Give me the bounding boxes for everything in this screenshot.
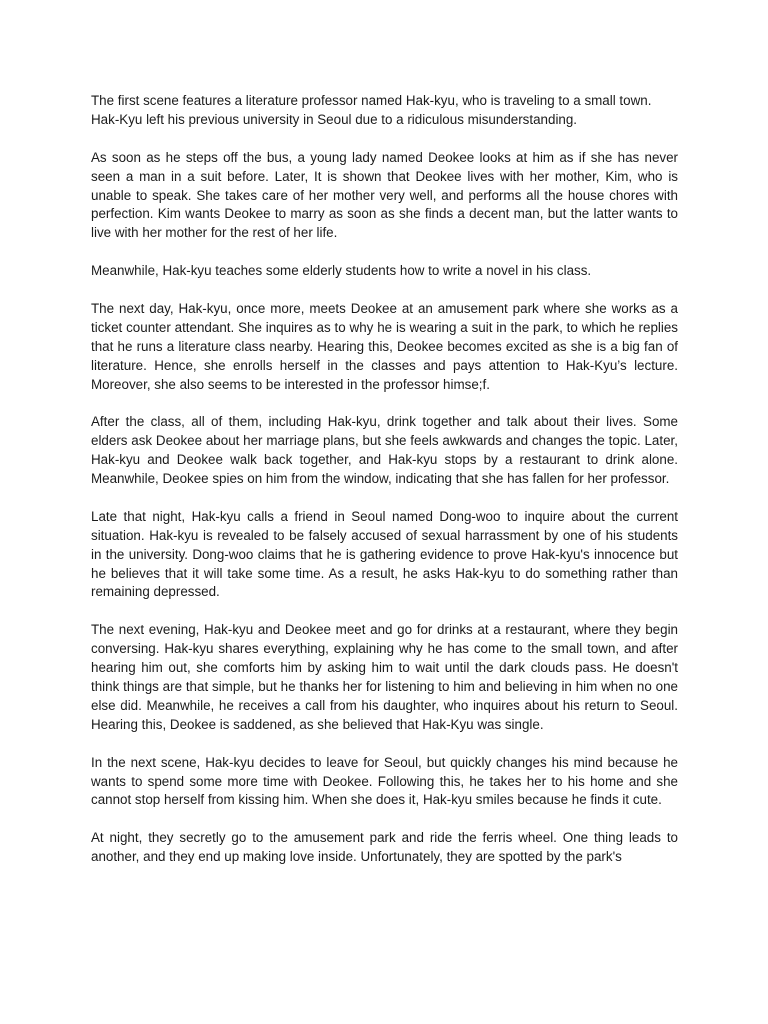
document-body	[91, 92, 678, 886]
paragraph-8: In the next scene, Hak-kyu decides to leave for Seoul, but quickly changes his mind because he wants to spend some more time with Deokee. Following this, he takes her to his home and she cannot stop herself from kissing him. When she does it, Hak-kyu smiles because he finds it cute.	[91, 754, 678, 808]
paragraph-3: Meanwhile, Hak-kyu teaches some elderly students how to write a novel in his class.	[91, 263, 592, 279]
paragraph-5: After the class, all of them, including Hak-kyu, drink together and talk about their lives. Some elders ask Deokee about her marriage plans, but she feels awkwards and changes the topic. Later, Hak-kyu and Deokee walk back together, and Hak-kyu stops by a restaurant to drink alone. Meanwhile, Deokee spies on him from the window, indicating that she has fallen for her professor.	[91, 414, 678, 487]
paragraph-7: The next evening, Hak-kyu and Deokee meet and go for drinks at a restaurant, where they begin conversing. Hak-kyu shares everything, explaining why he has come to the small town, and after hearing him out, she comforts him by asking him to wait until the dark clouds pass. He doesn't think things are that simple, but he thanks her for listening to him and believing in him when no one else did. Meanwhile, he receives a call from his daughter, who inquires about his return to Seoul. Hearing this, Deokee is saddened, as she believed that Hak-Kyu was single.	[91, 622, 678, 732]
paragraph-2: As soon as he steps off the bus, a young lady named Deokee looks at him as if she has never seen a man in a suit before. Later, It is shown that Deokee lives with her mother, Kim, who is unable to speak. She takes care of her mother very well, and performs all the house chores with perfection. Kim wants Deokee to marry as soon as she finds a decent man, but the latter wants to live with her mother for the rest of her life.	[91, 149, 678, 241]
paragraph-9: At night, they secretly go to the amusement park and ride the ferris wheel. One thing leads to another, and they end up making love inside. Unfortunately, they are spotted by the park's	[91, 830, 678, 865]
paragraph-1: The first scene features a literature professor named Hak-kyu, who is traveling to a small town. Hak-Kyu left his previous university in Seoul due to a ridiculous misunderstanding.	[91, 93, 652, 127]
paragraph-4: The next day, Hak-kyu, once more, meets Deokee at an amusement park where she works as a ticket counter attendant. She inquires as to why he is wearing a suit in the park, to which he replies that he runs a literature class nearby. Hearing this, Deokee becomes excited as she is a big fan of literature. Hence, she enrolls herself in the classes and pays attention to Hak-Kyu’s lecture. Moreover, she also seems to be interested in the professor himse;f.	[91, 300, 678, 392]
paragraph-6: Late that night, Hak-kyu calls a friend in Seoul named Dong-woo to inquire about the current situation. Hak-kyu is revealed to be falsely accused of sexual harrassment by one of his students in the university. Dong-woo claims that he is gathering evidence to prove Hak-kyu's innocence but he believes that it will take some time. As a result, he asks Hak-kyu to do something rather than remaining depressed.	[91, 508, 678, 600]
